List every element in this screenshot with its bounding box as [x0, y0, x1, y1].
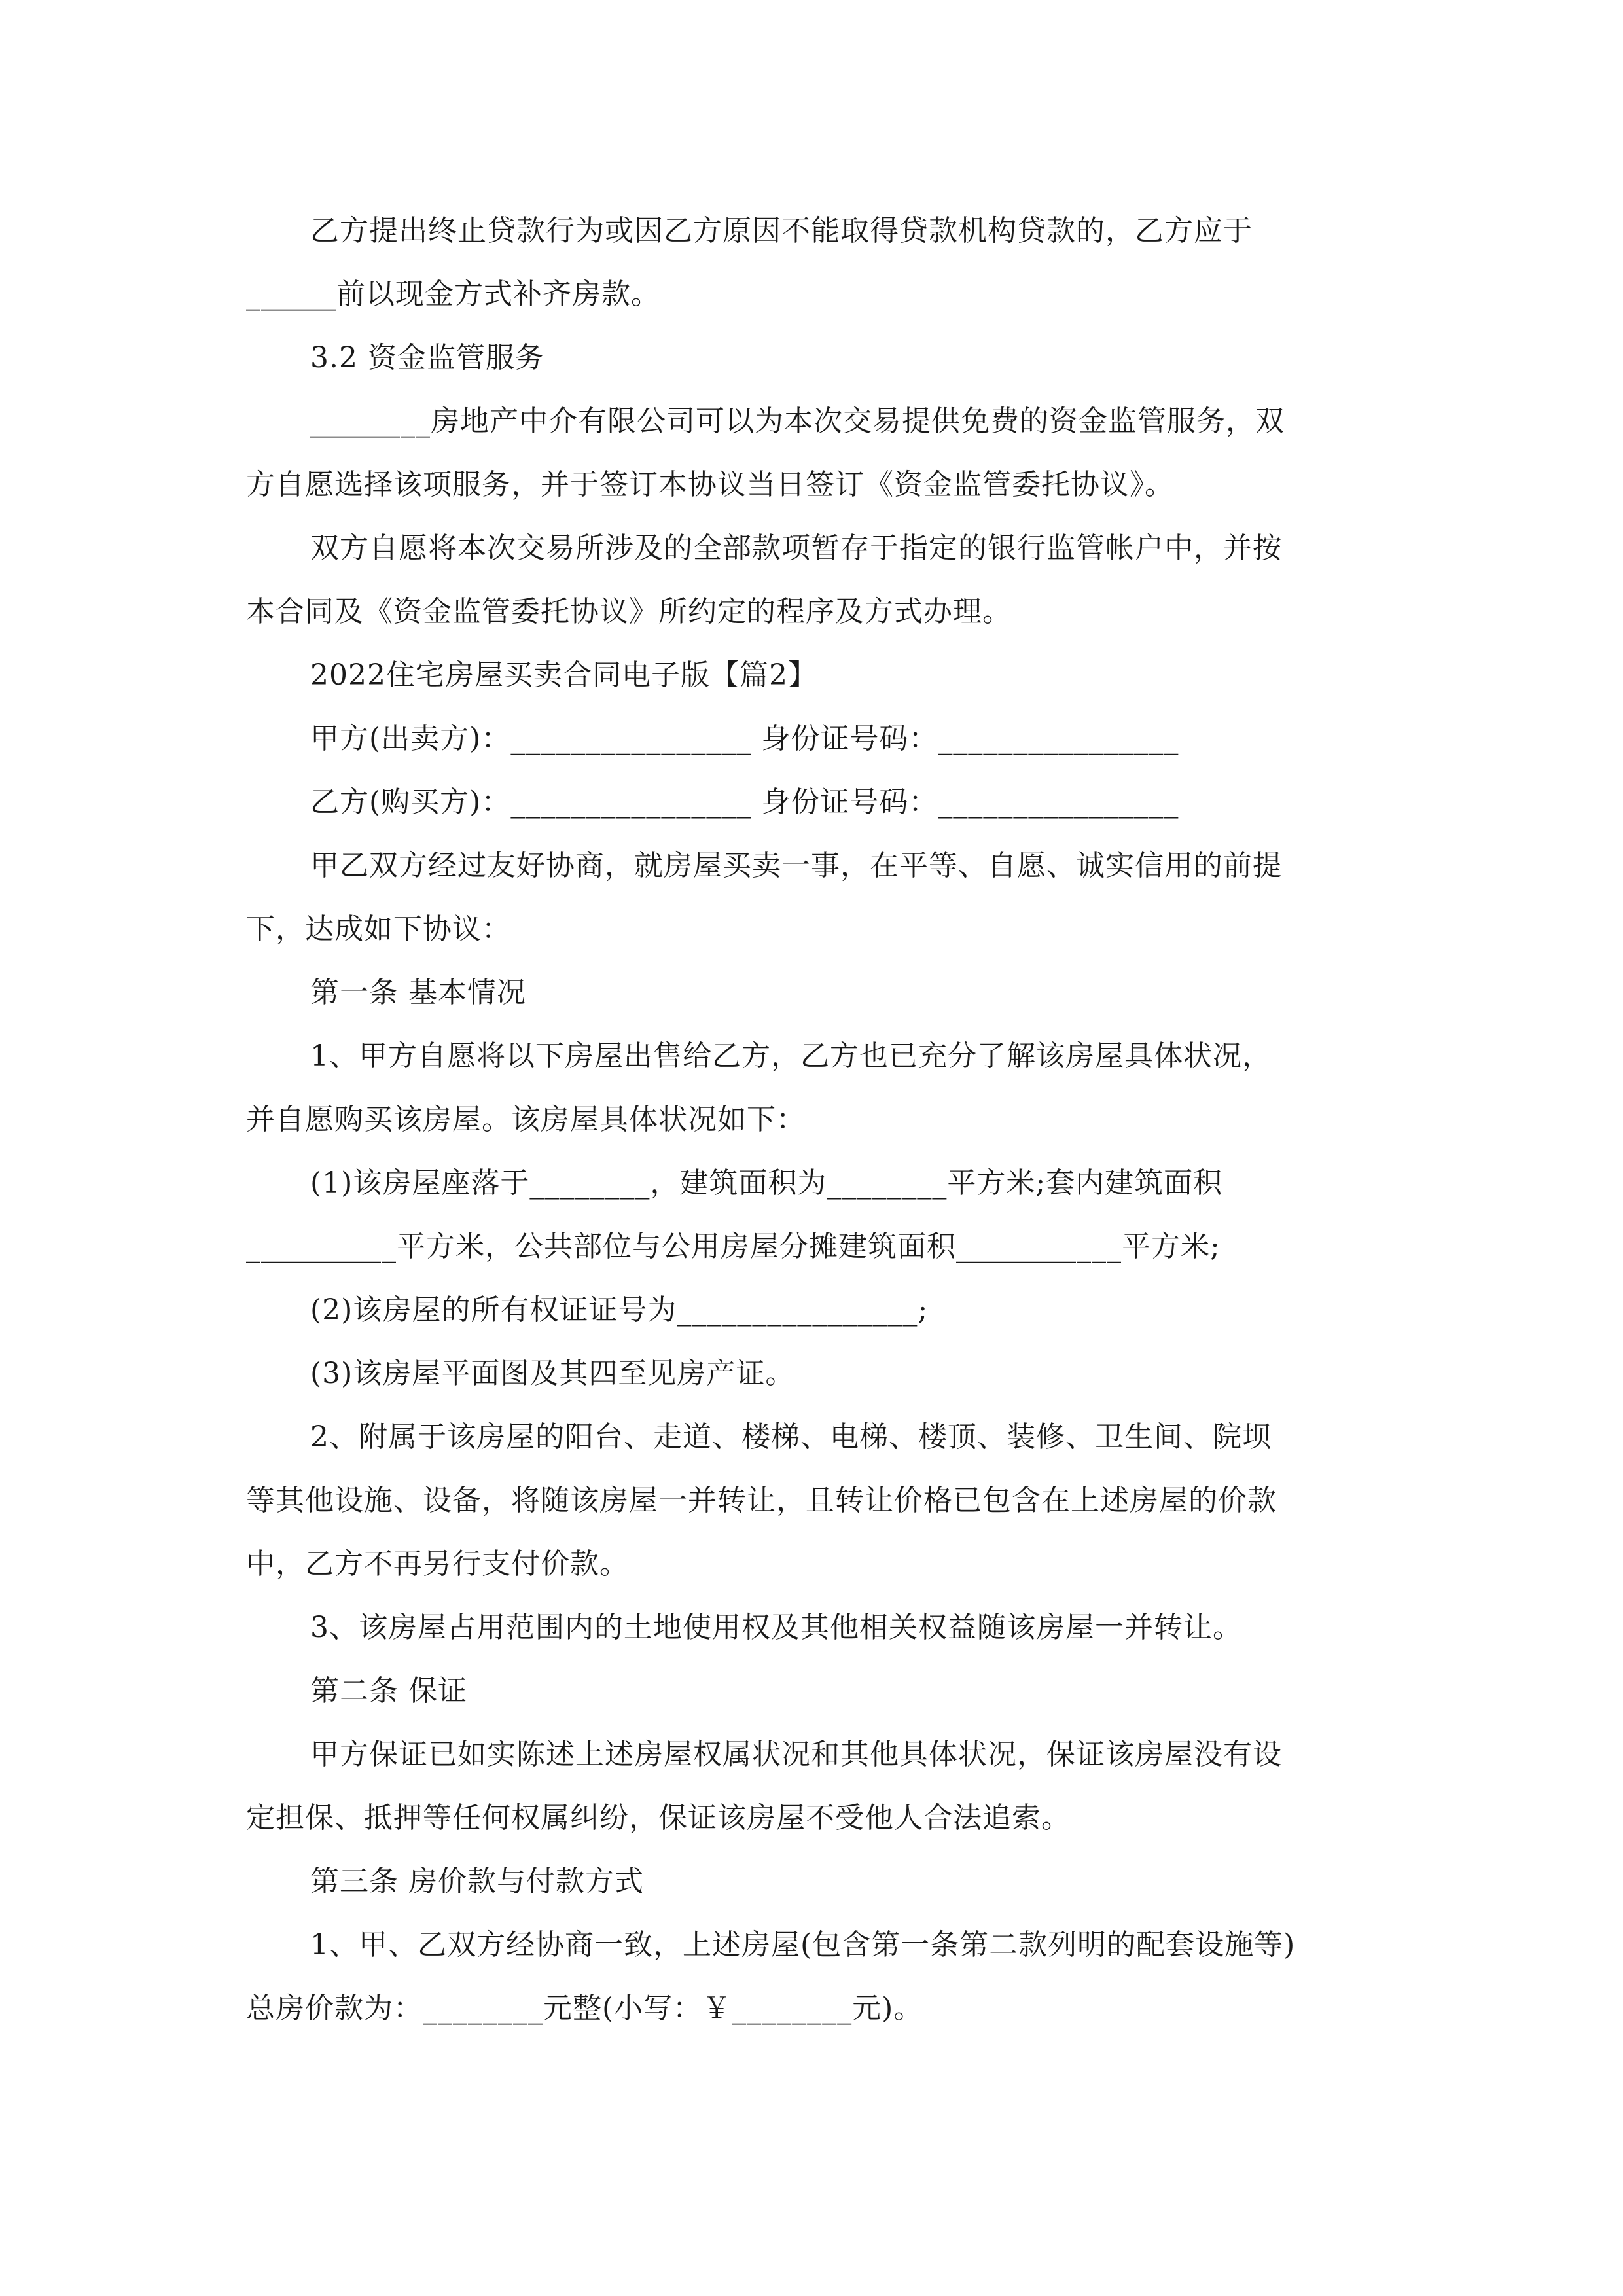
article-3-heading — [246, 1850, 1378, 1913]
party-a-line — [246, 707, 1378, 770]
contract-title-part-2 — [246, 643, 1378, 707]
text-line: 总房价款为：________元整(小写：￥________元)。 — [246, 1992, 923, 2025]
text-line: 下，达成如下协议： — [246, 912, 511, 946]
text-line: 中，乙方不再另行支付价款。 — [246, 1547, 629, 1581]
paragraph-fund-supervision-service — [246, 389, 1378, 516]
text-line: 并自愿购买该房屋。该房屋具体状况如下： — [246, 1103, 806, 1136]
article-2-heading — [246, 1659, 1378, 1723]
text-line: 双方自愿将本次交易所涉及的全部款项暂存于指定的银行监管帐户中，并按 — [310, 531, 1282, 565]
paragraph-attached-facilities — [246, 1405, 1378, 1596]
text-line: 甲乙双方经过友好协商，就房屋买卖一事，在平等、自愿、诚实信用的前提 — [310, 849, 1282, 882]
text-line: 甲方保证已如实陈述上述房屋权属状况和其他具体状况，保证该房屋没有设 — [310, 1738, 1282, 1771]
paragraph-floor-plan — [246, 1342, 1378, 1405]
document-body — [246, 199, 1378, 2040]
section-heading-fund-supervision — [246, 326, 1378, 389]
text-line: 乙方(购买方)：________________ 身份证号码：________________ — [310, 785, 1179, 819]
text-line: 2022住宅房屋买卖合同电子版【篇2】 — [310, 658, 817, 692]
paragraph-ownership-certificate — [246, 1278, 1378, 1342]
text-line: 2、附属于该房屋的阳台、走道、楼梯、电梯、楼顶、装修、卫生间、院坝 — [310, 1420, 1272, 1454]
text-line: 方自愿选择该项服务，并于签订本协议当日签订《资金监管委托协议》。 — [246, 468, 1174, 501]
text-line: __________平方米，公共部位与公用房屋分摊建筑面积___________平方米; — [246, 1230, 1221, 1263]
text-line: 第一条 基本情况 — [310, 976, 526, 1009]
text-line: 3.2 资金监管服务 — [310, 341, 544, 374]
text-line: 1、甲、乙双方经协商一致，上述房屋(包含第一条第二款列明的配套设施等) — [310, 1928, 1296, 1962]
text-line: 等其他设施、设备，将随该房屋一并转让，且转让价格已包含在上述房屋的价款 — [246, 1484, 1277, 1517]
text-line: 定担保、抵押等任何权属纠纷，保证该房屋不受他人合法追索。 — [246, 1801, 1071, 1835]
text-line: 本合同及《资金监管委托协议》所约定的程序及方式办理。 — [246, 595, 1012, 628]
article-1-heading — [246, 961, 1378, 1024]
text-line: ________房地产中介有限公司可以为本次交易提供免费的资金监管服务，双 — [310, 404, 1285, 438]
text-line: 第二条 保证 — [310, 1674, 467, 1708]
paragraph-property-location — [246, 1151, 1378, 1278]
paragraph-fund-deposit — [246, 516, 1378, 643]
text-line: (1)该房屋座落于________，建筑面积为________平方米;套内建筑面积 — [310, 1166, 1223, 1200]
paragraph-loan-termination — [246, 199, 1378, 326]
text-line: 3、该房屋占用范围内的土地使用权及其他相关权益随该房屋一并转让。 — [310, 1611, 1242, 1644]
text-line: 第三条 房价款与付款方式 — [310, 1865, 644, 1898]
text-line: 甲方(出卖方)：________________ 身份证号码：________________ — [310, 722, 1179, 755]
party-b-line — [246, 770, 1378, 834]
text-line: 1、甲方自愿将以下房屋出售给乙方，乙方也已充分了解该房屋具体状况， — [310, 1039, 1272, 1073]
paragraph-agreement-intro — [246, 834, 1378, 961]
paragraph-guarantee — [246, 1723, 1378, 1850]
paragraph-total-price — [246, 1913, 1378, 2040]
paragraph-land-use-rights — [246, 1596, 1378, 1659]
text-line: (2)该房屋的所有权证证号为________________; — [310, 1293, 929, 1327]
text-line: ______前以现金方式补齐房款。 — [246, 278, 660, 311]
text-line: 乙方提出终止贷款行为或因乙方原因不能取得贷款机构贷款的，乙方应于 — [310, 214, 1253, 247]
text-line: (3)该房屋平面图及其四至见房产证。 — [310, 1357, 795, 1390]
paragraph-property-sale — [246, 1024, 1378, 1151]
